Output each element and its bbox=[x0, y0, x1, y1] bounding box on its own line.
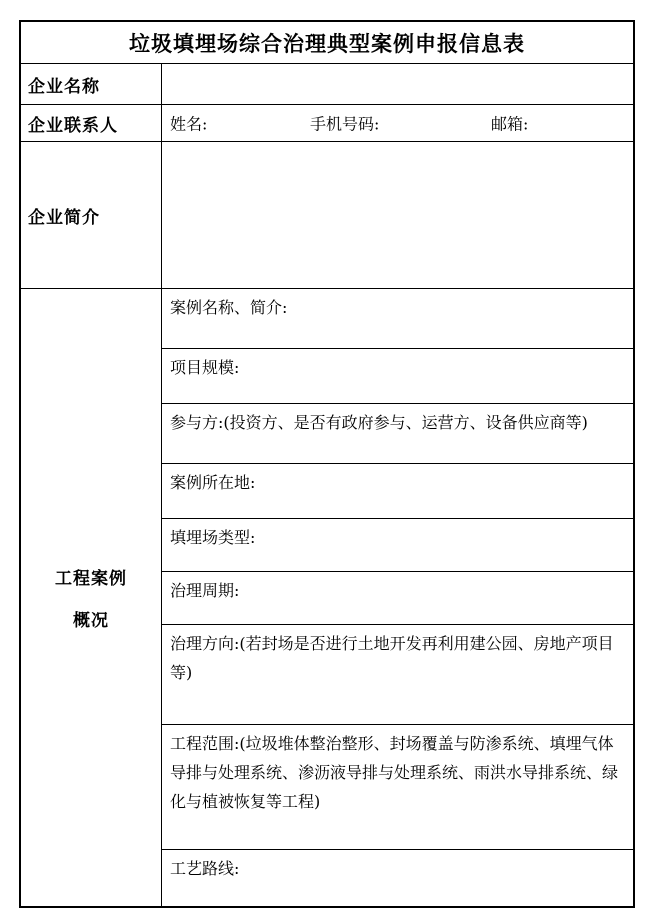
subrow-case-location[interactable]: 案例所在地: bbox=[162, 464, 633, 519]
project-case-overview-label bbox=[21, 289, 161, 906]
subrow-project-scale[interactable]: 项目规模: bbox=[162, 349, 633, 404]
project-case-overview-label-line2: 概况 bbox=[73, 611, 109, 631]
company-name-input-cell[interactable] bbox=[161, 64, 633, 104]
project-case-overview-row bbox=[21, 289, 633, 906]
contact-fields-cell[interactable] bbox=[161, 105, 633, 141]
project-case-overview-subrows bbox=[161, 289, 633, 906]
subrow-project-scope[interactable]: 工程范围:(垃圾堆体整治整形、封场覆盖与防渗系统、填埋气体导排与处理系统、渗沥液导排与处理系统、雨洪水导排系统、绿化与植被恢复等工程) bbox=[162, 725, 633, 850]
company-contact-row bbox=[21, 105, 633, 142]
subrow-participants[interactable]: 参与方:(投资方、是否有政府参与、运营方、设备供应商等) bbox=[162, 404, 633, 464]
company-profile-label: 企业简介 bbox=[28, 207, 100, 228]
application-form-table bbox=[19, 20, 635, 908]
company-contact-label: 企业联系人 bbox=[28, 115, 118, 136]
subrow-treatment-direction[interactable]: 治理方向:(若封场是否进行土地开发再利用建公园、房地产项目等) bbox=[162, 625, 633, 725]
subrow-case-name-intro[interactable]: 案例名称、简介: bbox=[162, 289, 633, 349]
subrow-treatment-period[interactable]: 治理周期: bbox=[162, 572, 633, 625]
subrow-landfill-type[interactable]: 填埋场类型: bbox=[162, 519, 633, 572]
contact-email-field-label: 邮箱: bbox=[491, 114, 529, 134]
form-title-row bbox=[21, 22, 633, 64]
project-case-overview-label-line1: 工程案例 bbox=[55, 569, 127, 589]
subrow-process-route[interactable]: 工艺路线: bbox=[170, 859, 240, 878]
form-title: 垃圾填埋场综合治理典型案例申报信息表 bbox=[129, 30, 525, 56]
company-profile-row bbox=[21, 142, 633, 289]
contact-name-field-label: 姓名: bbox=[170, 114, 208, 134]
contact-phone-field-label: 手机号码: bbox=[310, 114, 380, 134]
company-name-row bbox=[21, 64, 633, 105]
company-name-label: 企业名称 bbox=[28, 76, 100, 97]
company-profile-input-cell[interactable] bbox=[161, 142, 633, 288]
